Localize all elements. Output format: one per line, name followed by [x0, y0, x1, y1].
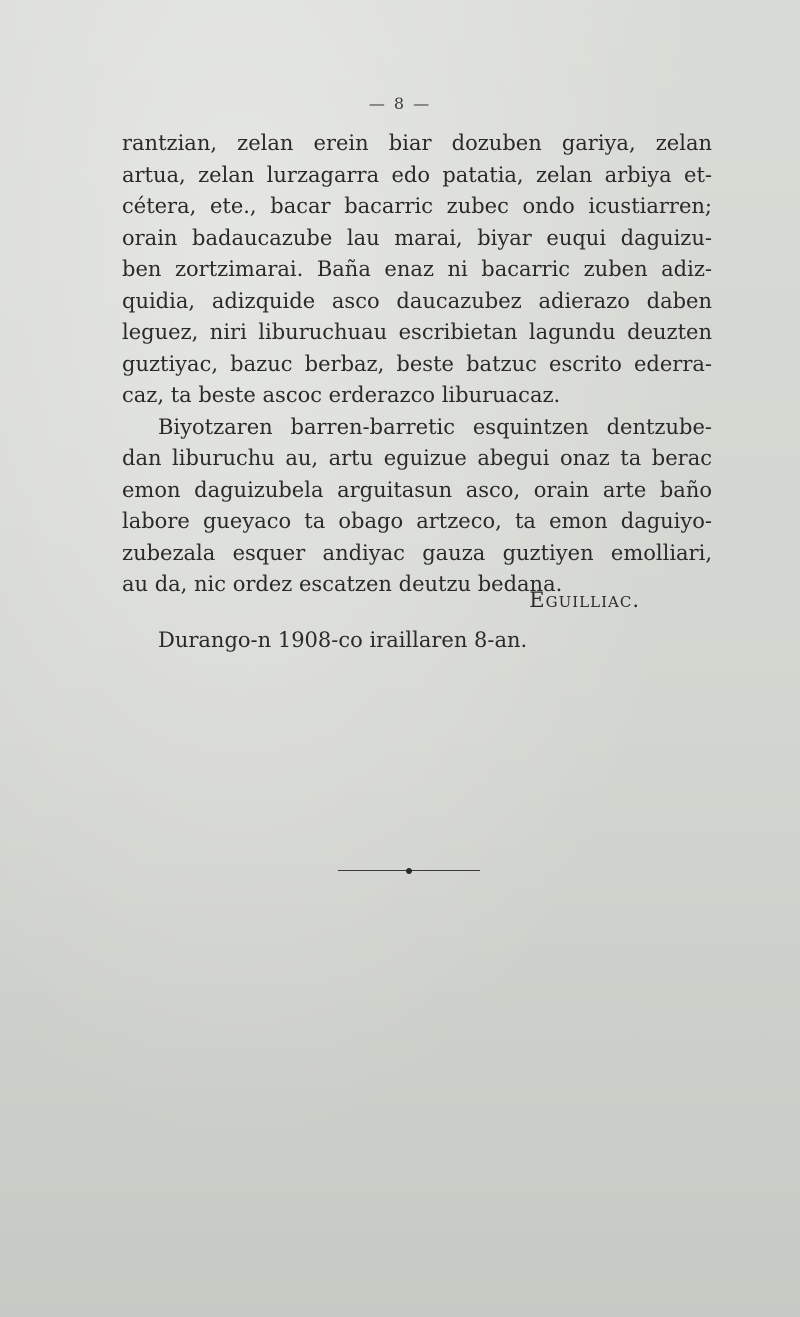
text-line: dan liburuchu au, artu eguizue abegui onaz ta berac: [122, 446, 712, 470]
text-line: cétera, ete., bacar bacarric zubec ondo icustiarren;: [122, 194, 712, 218]
text-line: quidia, adizquide asco daucazubez adierazo daben: [122, 288, 712, 313]
paragraph-2: [122, 412, 712, 601]
text-line: ben zortzimarai. Baña enaz ni bacarric zuben adiz-: [122, 257, 712, 281]
body-text: [122, 128, 712, 601]
text-line: Biyotzaren barren-barretic esquintzen dentzube-: [158, 414, 712, 439]
text-line: caz, ta beste ascoc erderazco liburuacaz.: [122, 383, 561, 407]
text-line: emon daguizubela arguitasun asco, orain arte baño: [122, 477, 712, 502]
text-line: labore gueyaco ta obago artzeco, ta emon daguiyo-: [122, 509, 712, 533]
ornamental-divider: [338, 868, 480, 874]
text-line: orain badaucazube lau marai, biyar euqui daguizu-: [122, 225, 712, 250]
text-line: au da, nic ordez escatzen deutzu bedana.: [122, 572, 563, 596]
paragraph-1: [122, 128, 712, 412]
text-line: artua, zelan lurzagarra edo patatia, zelan arbiya et-: [122, 162, 712, 187]
text-line: rantzian, zelan erein biar dozuben gariya, zelan: [122, 131, 712, 155]
divider-dot-icon: [406, 868, 412, 874]
page-number: — 8 —: [368, 94, 432, 113]
place-date-line: Durango-n 1908-co iraillaren 8-an.: [158, 628, 528, 652]
signature: Eguilliac.: [529, 588, 640, 612]
text-line: guztiyac, bazuc berbaz, beste batzuc escrito ederra-: [122, 351, 712, 376]
text-line: zubezala esquer andiyac gauza guztiyen emolliari,: [122, 540, 712, 565]
text-line: leguez, niri liburuchuau escribietan lagundu deuzten: [122, 320, 712, 344]
